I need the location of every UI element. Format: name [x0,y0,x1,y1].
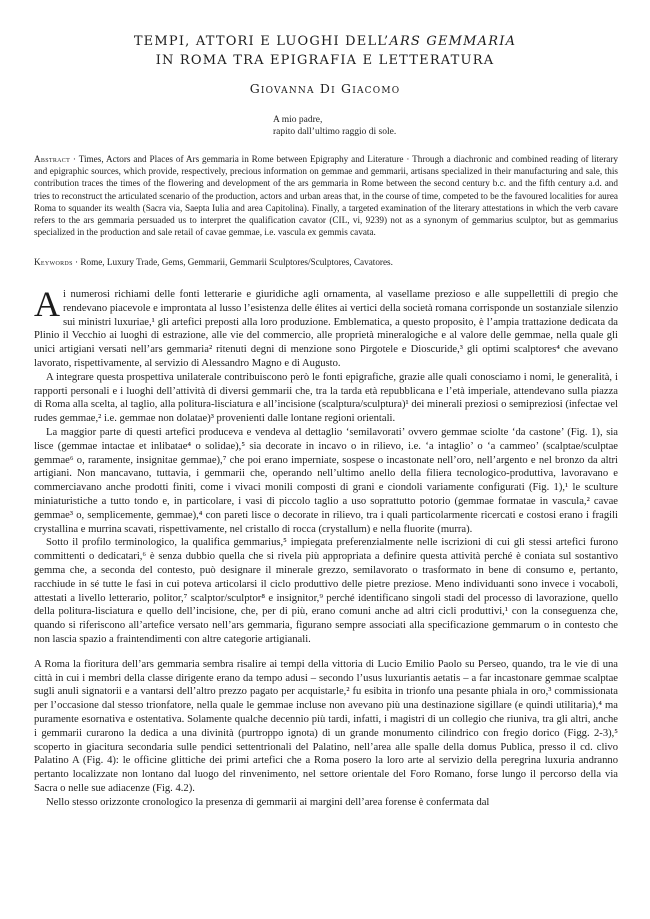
title-line-1 [0,33,650,51]
abstract-label: Abstract [34,154,71,164]
author-name: Giovanna Di Giacomo [249,81,401,96]
paragraph-2: A integrare questa prospettiva unilaterale contribuiscono però le fonti epigrafiche, grazie alle quali conosciamo i nomi, le generalità, i rapporti personali e i luoghi dell’attività di diversi gemmarii che, tra la tarda età repubblicana e l’età imperiale, attendevano sulla piazza di Roma alla scelta, al taglio, alla politura-lisciatura e all’incisione (scalptura/sculptura)¹ dei minerali preziosi o semipreziosi (infectae vel rudes gemmae,² i.e. gemmae non dolatae)³ provenienti dalle lontane regioni orientali. [34,371,618,425]
paragraph-1-text: i numerosi richiami delle fonti letterarie e giuridiche agli ornamenta, al vasellame prezioso e alle suppellettili di pregio che rendevano piacevole e improntata al lusso l’esistenza delle élites ai vertici della società romana corrisponde un sostanziale silenzio sui ministri luxuriae,¹ gli artefici preposti alla loro produzione. Emblematica, a questo proposito, è l’ampia trattazione dedicata da Plinio il Vecchio ai luoghi di estrazione, alle vie del commercio, alle proprietà mineralogiche e al valore delle gemmae, nella quale gli unici artigiani versati nell’ars gemmaria² ritenuti degni di menzione sono Pirgotele e Dioscuride,³ gli optimi scalptores⁴ che avevano lavorato, rispettivamente, al servizio di Alessandro Magno e di Augusto. [34,289,618,369]
dedication [273,114,396,138]
abstract-text: · Times, Actors and Places of Ars gemmaria in Rome between Epigraphy and Literature · Through a diachronic and combined reading of literary and epigraphic sources, which provide, respectively, precious information on gemmae and gemmarii, artisans specialized in their manufacturing and sale, this contribution traces the times of the flowering and development of the ars gemmaria in Rome between the second century b.c. and the fifth century a.d. and tries to reconstruct the articulated scenario of the production, actors and urban areas that, in the course of time, competed to be the favoured localities for aurea Roma to squander its wealth (Sacra via, Saepta Iulia and area Capitolina). Finally, a targeted examination of the literary attestations in which the verb cavare refers to the ars gemmaria persuaded us to interpret the qualification cavator (CIL, vi, 9239) not as a synonym of gemmarius sculptor, but as gemmarius specialized in the production and sale retail of cavae gemmae, i.e. vascula ex gemmis cavata. [34,154,618,238]
drop-cap: A [34,284,60,324]
abstract [34,153,618,238]
title-text-b: ARS GEMMARIA [389,34,517,49]
paragraph-3: La maggior parte di questi artefici produceva e vendeva al dettaglio ‘semilavorati’ ovvero gemmae sciolte ‘da castone’ (Fig. 1), sia lisce (gemmae intactae et inlibatae⁴ o solidae),⁵ sia decorate in incavo o in rilievo, i.e. ‘a intaglio’ o ‘a cammeo’ (scalptae/sculptae gemmae⁶ o, raramente, insignitae gemmae),⁷ che poi erano imperniate, sospese o incastonate nell’oro, nell’argento e nel bronzo da altri artigiani. Non mancavano, tuttavia, i gemmarii che, operando nell’ultimo anello della filiera tecnologico-produttiva, lavoravano e commerciavano anche prodotti finiti, come i vivaci monili composti di grani e ciondoli variamente configurati (Fig. 1),¹ le sculture miniaturistiche a tutto tondo e, in particolare, i vasi di piccolo taglio a uso soprattutto potorio (gemmae formatae in vascula,² cavae gemmae³ o, semplicemente, gemmae),⁴ con pareti lisce o decorate in rilievo, tra i quali particolarmente ricercati e costosi erano i fragili crystallina e murrina scavati, rispettivamente, nel cristallo di rocca (crystallum) e nella fluorite (murra). [34,426,618,535]
paragraph-4: Sotto il profilo terminologico, la qualifica gemmarius,⁵ impiegata preferenzialmente nelle iscrizioni di cui gli stessi artefici furono committenti o dedicatari,⁶ è senza dubbio quella che si rivela più appropriata a definire questa attività perché è coniata sul sostantivo gemma che, a seconda del contesto, può designare il minerale grezzo, semilavorato o trasformato in bene di consumo e, pertanto, racchiude in sé tutte le fasi in cui poteva articolarsi il ciclo produttivo delle pietre preziose. Meno individuanti sono invece i vocaboli, attestati a livello letterario, politor,⁷ scalptor/sculptor⁸ e insignitor,⁹ perché identificano singoli stadi del processo di lavorazione, quello della politura-lisciatura e quello dell’incisione, che, per di più, erano comuni anche ad altri cicli produttivi,¹ con la conseguenza che, quando si riferiscono all’artefice versato nell’ars gemmaria, figurano sempre associati alla specificazione gemmarum o in contesto che non lascia spazio a fraintendimenti con altre categorie artigianali. [34,537,618,645]
keywords [34,256,618,268]
paragraph-6: Nello stesso orizzonte cronologico la presenza di gemmarii ai margini dell’area forense è confermata dal [46,796,490,808]
paragraph-5: A Roma la fioritura dell’ars gemmaria sembra risalire ai tempi della vittoria di Lucio Emilio Paolo su Perseo, quando, tra le vie di una città in cui i membri della classe dirigente erano da tempo adusi – secondo l’usus luxuriantis aetatis – a far incastonare gemmae scalptae sugli anuli signatorii e a vantarsi dell’altro prezzo pagato per acquistarle,² fu esibita in trionfo una pesante phiala in oro,³ commissionata per l’occasione dal stesso trionfatore, nella quale le gemmae incluse non avevano più una destinazione sigillare (e quindi utilitaria),⁴ ma puramente esornativa e ostentativa. Solamente qualche decennio più tardi, infatti, i magistri di un collegio che riuniva, tra gli altri, anche i gemmarii curarono la dedica a una divinità (purtroppo ignota) di un grande monumento cilindrico con fregio dorico (Figg. 2-3),⁵ scoperto in giacitura secondaria sulle pendici settentrionali del Palatino, nell’area alle spalle della domus Publica, presso il cd. clivo Palatino A (Fig. 4): le officine glittiche dei primi artefici che a Roma posero la loro arte al servizio della peregrina luxuria andranno pertanto localizzate non lontano dal luogo del rinvenimento, nel settore orientale del Foro Romano, forse lungo il percorso della via Sacra o nelle sue adiacenze (Fig. 4.2). [34,658,618,794]
body-text [34,284,618,809]
keywords-text: · Rome, Luxury Trade, Gems, Gemmarii, Gemmarii Sculptores/Sculptores, Cavatores. [72,257,393,267]
dedication-line-1: A mio padre, [273,115,323,125]
title-text-a: TEMPI, ATTORI E LUOGHI DELL’ [133,34,390,49]
dedication-line-2: rapito dall’ultimo raggio di sole. [273,127,397,137]
keywords-label: Keywords [34,257,73,267]
paragraph-1 [34,284,618,371]
title-line-2: IN ROMA TRA EPIGRAFIA E LETTERATURA [155,53,495,68]
